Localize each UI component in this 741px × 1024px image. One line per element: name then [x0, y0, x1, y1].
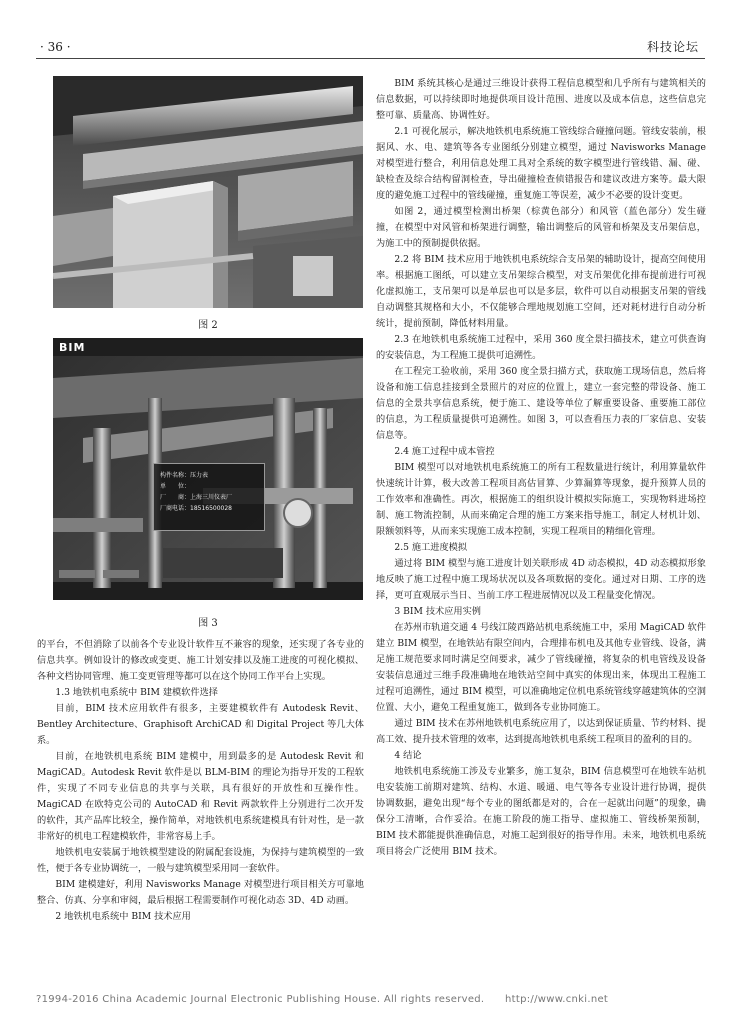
paragraph: BIM 建模建好，利用 Navisworks Manage 对模型进行项目相关方可靠地整合、仿真、分享和审阅，最后根据工程需要制作可视化动态 3D、4D 动画。: [37, 879, 364, 906]
paragraph: 通过 BIM 技术在苏州地铁机电系统应用了，以达到保证质量、节约材料、提高工效、提升技术管理的效率，达到提高地铁机电系统工程项目的盈利的目的。: [376, 718, 706, 745]
paragraph: 在苏州市轨道交通 4 号线江陵西路站机电系统施工中，采用 MagiCAD 软件建立 BIM 模型，在地铁站有限空间内，合理排布机电及其他专业管线、设备，满足施工规范要求同时满足空间要求，减少了管线碰撞，将复杂的机电管线及设备安装信息通过三维手段准确地在地铁站空间中真实的体现出来，体现出工程施工过程可追溯性，通过 BIM 模型，可以准确地定位机电系统管线穿越建筑体的空洞位置、大小，避免工程重复施工，做到各专业协同施工。: [376, 622, 706, 713]
paragraph: 2 地铁机电系统中 BIM 技术应用: [55, 911, 191, 922]
paragraph: 在工程完工验收前，采用 360 度全景扫描方式，获取施工现场信息，然后将设备和施工信息挂接到全景照片的对应的位置上，建立一套完整的带设备、施工信息的全景共享信息系统，便于施工、建设等单位了解重要设备、重要施工部位的信息，为工程质量提供可追溯性。如图 3，可以查看压力表的厂家信息、安装信息等。: [376, 366, 706, 441]
info-line-name: 构件名称：压力表: [160, 472, 209, 479]
info-line-vendor: 厂 商：上海三川仪表厂: [160, 494, 233, 501]
paragraph: 地铁机电安装属于地铁模型建设的附属配套设施，为保持与建筑模型的一致性，便于各专业协调统一，一般与建筑模型采用同一套软件。: [37, 847, 364, 874]
paragraph: 通过将 BIM 模型与施工进度计划关联形成 4D 动态模拟，4D 动态模拟形象地反映了施工过程中施工现场状况以及各项数据的变化。通过对日期、工序的选择，更可直观展示当日、当前工序工程进展情况以及工程量变化情况。: [376, 558, 706, 601]
paragraph: BIM 系统其核心是通过三维设计获得工程信息模型和几乎所有与建筑相关的信息数据，可以持续即时地提供项目设计范围、进度以及成本信息，这些信息完整可靠、质量高、协调性好。: [376, 78, 706, 121]
paragraph: 4 结论: [394, 750, 422, 761]
paragraph: 1.3 地铁机电系统中 BIM 建模软件选择: [55, 687, 218, 698]
figure-2-caption: 图 2: [198, 320, 218, 331]
paragraph: 2.4 施工过程中成本管控: [394, 446, 495, 457]
paragraph: BIM 模型可以对地铁机电系统施工的所有工程数量进行统计，利用算量软件快速统计计算，极大改善工程项目高估冒算、少算漏算等现象，提升预算人员的工作效率和准确性。再次，根据施工的组织设计模拟实际施工，实现物料进场控制、施工物流控制，从而来确定合理的施工方案来指导施工，制定人材机计划、限额领料等，从而来实现施工成本控制，实现工程项目的精细化管理。: [376, 462, 706, 537]
figure-3-logo: BIM: [59, 341, 86, 354]
figure-3-image: [53, 338, 363, 600]
header-rule: [36, 58, 705, 59]
left-column-text: [37, 637, 364, 925]
paragraph: 如图 2，通过模型检测出桥架（棕黄色部分）和风管（蓝色部分）发生碰撞，在模型中对风管和桥架进行调整，输出调整后的风管和桥架及支吊架信息，为施工中的预制提供依据。: [376, 206, 706, 249]
right-column-text: [376, 76, 706, 860]
paragraph: 3 BIM 技术应用实例: [394, 606, 481, 617]
paragraph: 2.1 可视化展示，解决地铁机电系统施工管线综合碰撞问题。管线安装前，根据风、水、电、建筑等各专业图纸分别建立模型，通过 Navisworks Manage 对模型进行整合，利用信息处理工具对全系统的数字模型进行管线错、漏、碰、缺检查及综合结构留洞检查，导出碰撞检查侦错报告和建议改进方案等。最大限度的避免施工过程中的管线碰撞，重复施工等误差，减少不必要的设计变更。: [376, 126, 706, 201]
paragraph: 的平台，不但消除了以前各个专业设计软件互不兼容的现象，还实现了各专业的信息共享。例如设计的修改或变更、施工计划安排以及施工进度的可视化模拟、各种文档协同管理、施工变更管理等都可以在这个协同工作平台上实现。: [37, 639, 364, 682]
paragraph: 目前，BIM 技术应用软件有很多，主要建模软件有 Autodesk Revit、Bentley Architecture、Graphisoft ArchiCAD 和 Digital Project 等几大体系。: [37, 703, 364, 746]
page-number: · 36 ·: [40, 40, 71, 54]
footer-copyright: ?1994-2016 China Academic Journal Electronic Publishing House. All rights reserved. http://www.cnki.net: [36, 994, 609, 1005]
paragraph: 地铁机电系统施工涉及专业繁多，施工复杂，BIM 信息模型可在地铁车站机电安装施工前期对建筑、结构、水道、暖通、电气等各专业设计进行协调，提供协调数据，避免出现“每个专业的图纸都是对的，合在一起就出问题”的现象，确保分工清晰，合作妥洽。在施工阶段的施工指导、虚拟施工、管线桥架预制，BIM 技术都能提供准确信息，对施工起到很好的指导作用。未来，地铁机电系统项目将会广泛使用 BIM 技术。: [376, 766, 706, 857]
paragraph: 2.5 施工进度模拟: [394, 542, 468, 553]
paragraph: 2.2 将 BIM 技术应用于地铁机电系统综合支吊架的辅助设计，提高空间使用率。根据施工图纸，可以建立支吊架综合模型，对支吊架优化排布提前进行可视化虚拟施工，支吊架可以是单层也可以是多层，软件可以自动根据支吊架的管线自动调整其规格和大小，不仅能够合理地规划施工空间，还对耗材进行自动分析统计，提前预制，降低材料用量。: [376, 254, 706, 329]
paragraph: 2.3 在地铁机电系统施工过程中，采用 360 度全景扫描技术，建立可供查询的安装信息，为工程施工提供可追溯性。: [376, 334, 706, 361]
journal-name: 科技论坛: [646, 40, 699, 54]
figure-3-caption: 图 3: [198, 618, 218, 629]
figure-2-image: [53, 76, 363, 308]
figure-3-info-popup: [153, 463, 265, 531]
info-line-phone: 厂商电话：18516500028: [160, 505, 232, 512]
paragraph: 目前，在地铁机电系统 BIM 建模中，用到最多的是 Autodesk Revit 和 MagiCAD。Autodesk Revit 软件是以 BLM-BIM 的理论为指导开发的工程软件，实现了不同专业信息的共享与关联，具有很好的开放性和互操作性。MagiCAD 在欧特克公司的 AutoCAD 和 Revit 两款软件上分别进行二次开发的软件，其产品库比较全，操作简单，对地铁机电系统建模具有针对性，是一款非常好的机电工程建模软件，非常容易上手。: [37, 751, 364, 842]
info-line-unit: 单 位：: [160, 483, 191, 490]
